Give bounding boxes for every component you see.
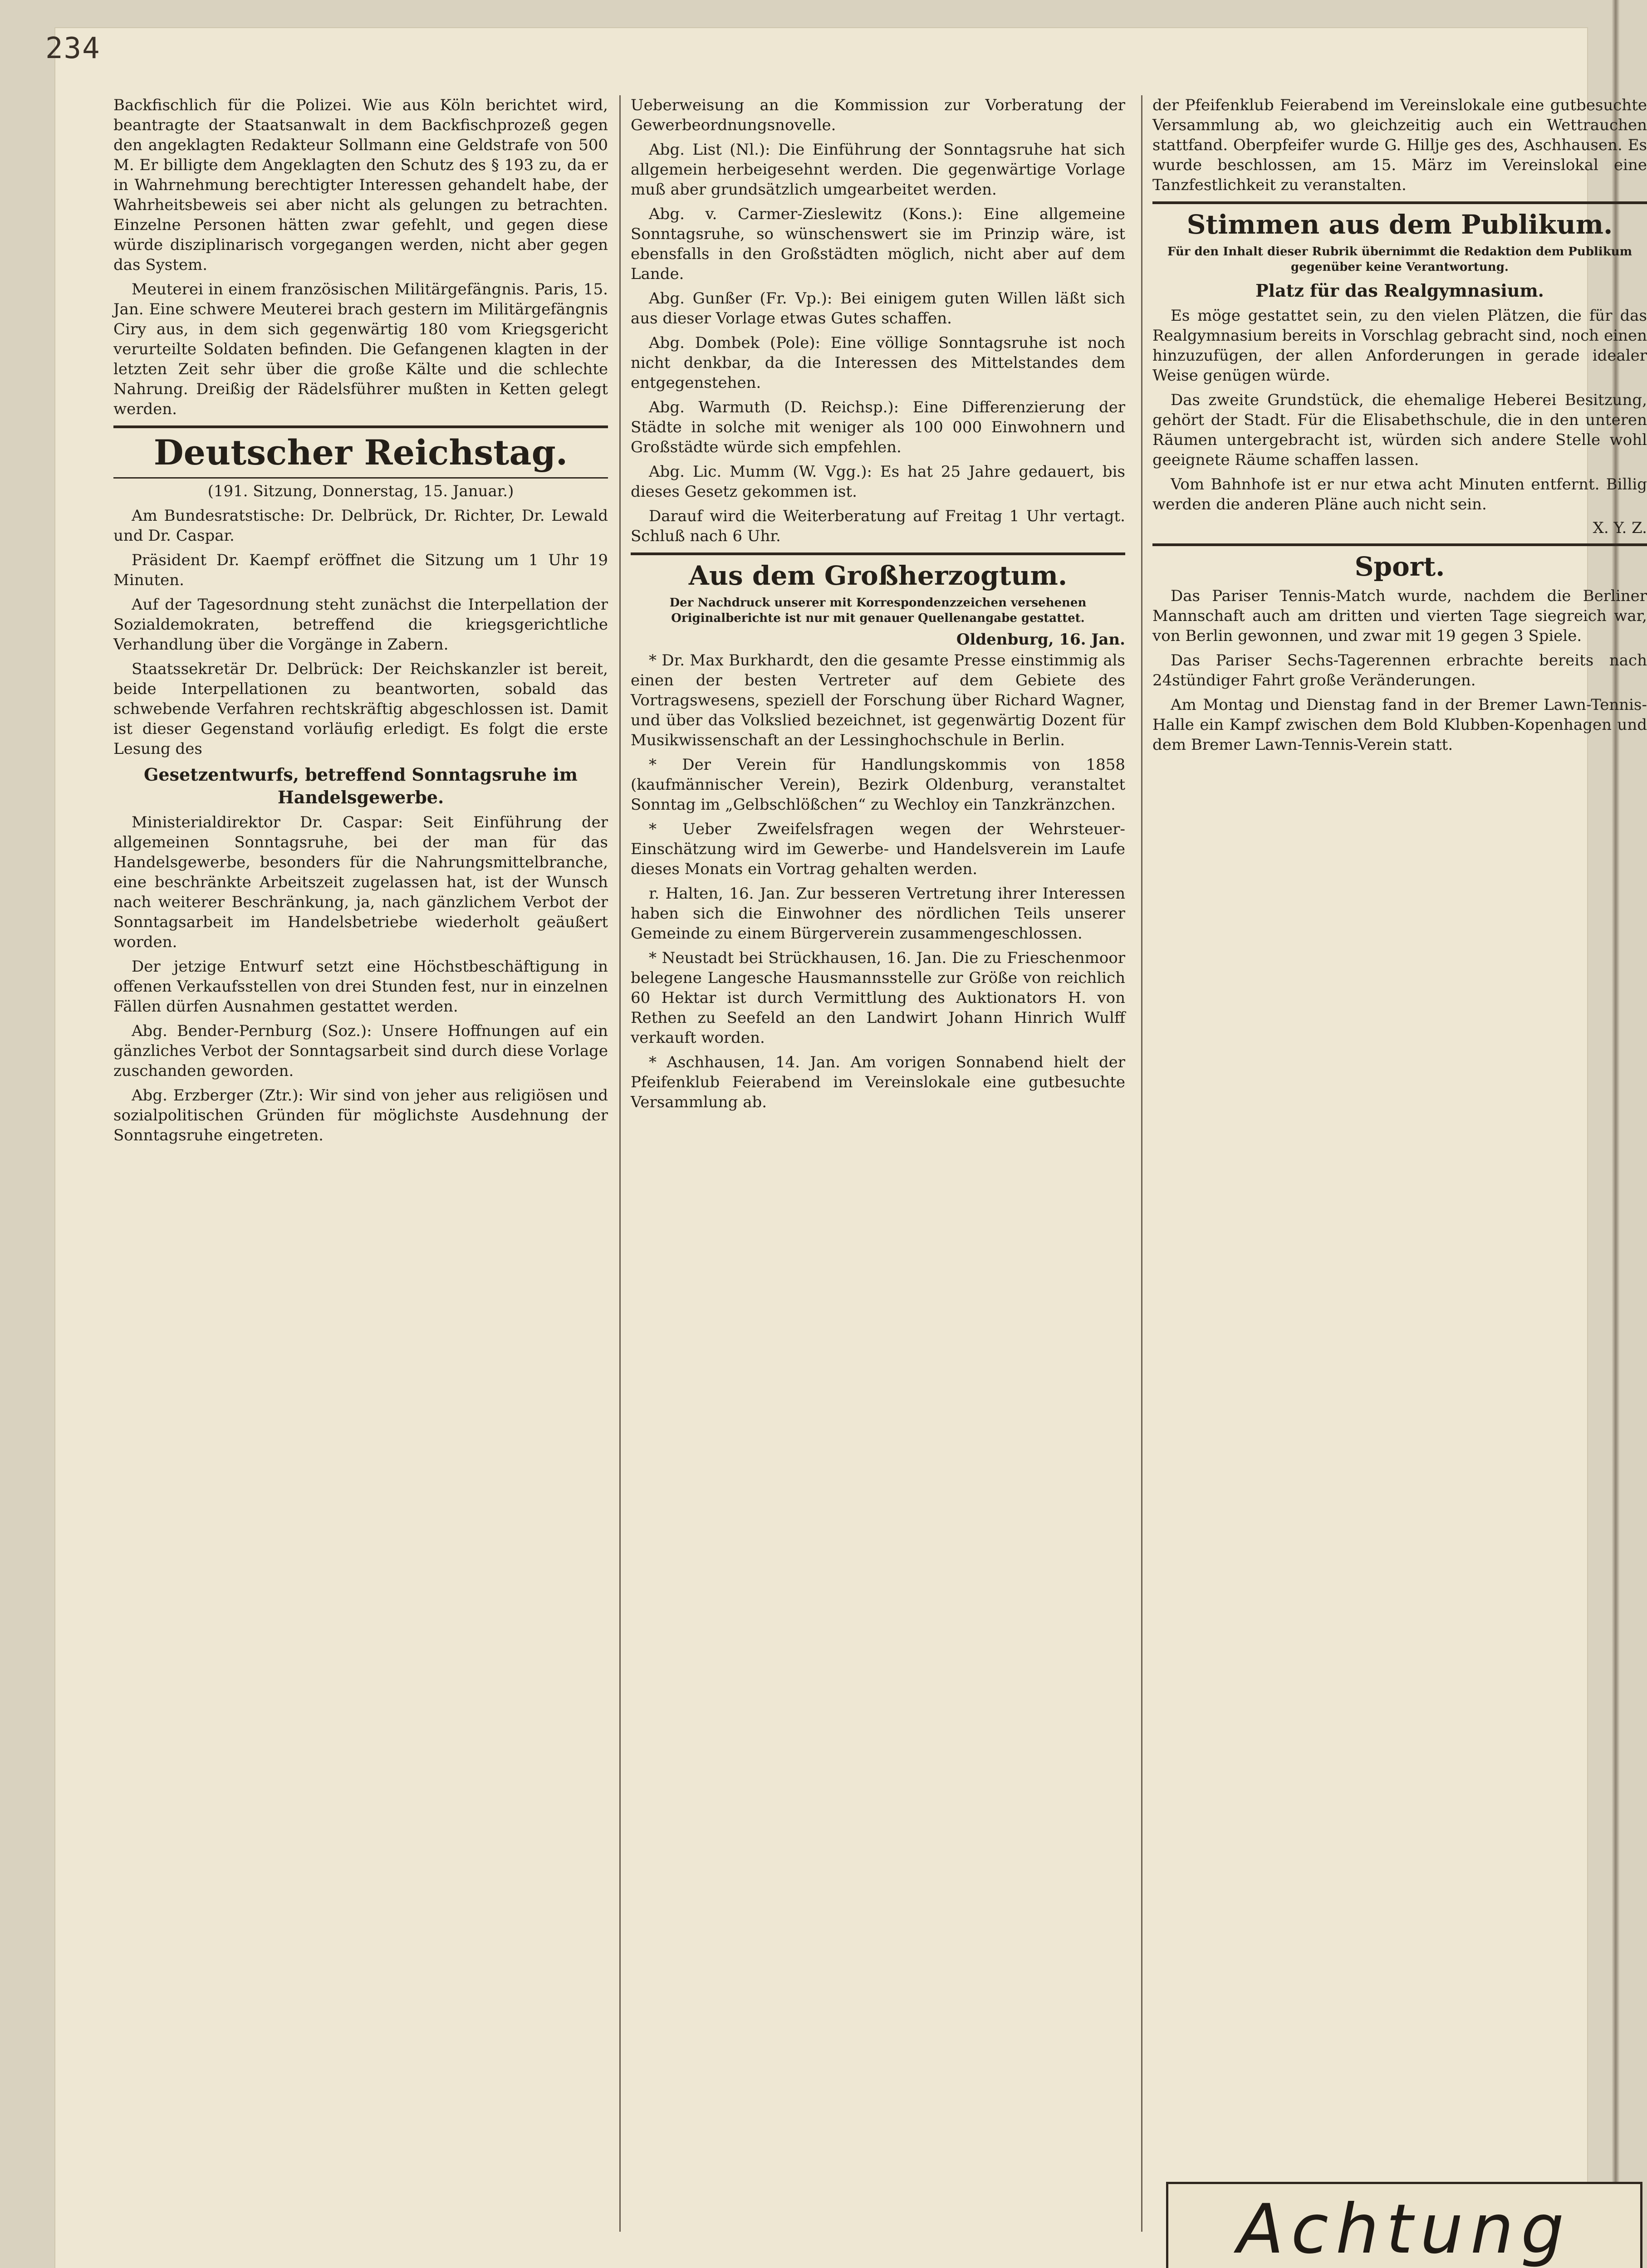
- article-paragraph: Abg. v. Carmer-Zieslewitz (Kons.): Eine allgemeine Sonntagsruhe, so wünschenswert sie im Prinzip wäre, ist ebensfalls in den Großstädten möglich, nicht aber auf dem Lande.: [631, 205, 1125, 283]
- article-paragraph: Es möge gestattet sein, zu den vielen Plätzen, die für das Realgymnasium bereits in Vorschlag gebracht sind, noch einen hinzuzufügen, der allen Anforderungen in gerade idealer Weise genügen würde.: [1152, 307, 1647, 385]
- advertisement-box: [1166, 2182, 1642, 2268]
- article-paragraph: Das Pariser Tennis-Match wurde, nachdem die Berliner Mannschaft auch am dritten und vierten Tage siegreich war, von Berlin gewonnen, und zwar mit 19 gegen 3 Spiele.: [1152, 587, 1647, 645]
- section-title-reichstag: Deutscher Reichstag.: [113, 425, 608, 479]
- article-paragraph: * Neustadt bei Strückhausen, 16. Jan. Die zu Frieschenmoor belegene Langesche Hausmannsstelle zur Größe von reichlich 60 Hektar ist durch Vermittlung des Auktionators H. von Rethen zu Seefeld an den Landwirt Johann Hinrich Wulff verkauft worden.: [631, 949, 1125, 1047]
- article-paragraph: Das Pariser Sechs-Tagerennen erbrachte bereits nach 24stündiger Fahrt große Veränderungen.: [1152, 651, 1647, 689]
- section-subtitle: (191. Sitzung, Donnerstag, 15. Januar.): [207, 482, 514, 500]
- article-paragraph: * Der Verein für Handlungskommis von 1858 (kaufmännischer Verein), Bezirk Oldenburg, veranstaltet Sonntag im „Gelbschlößchen“ zu Wechloy ein Tanzkränzchen.: [631, 756, 1125, 814]
- article-paragraph: Abg. Warmuth (D. Reichsp.): Eine Differenzierung der Städte in solche mit weniger als 100 000 Einwohnern und Großstädte würde sich empfehlen.: [631, 398, 1125, 456]
- article-paragraph: Das zweite Grundstück, die ehemalige Heberei Besitzung, gehört der Stadt. Für die Elisabethschule, die in den unteren Räumen untergebracht ist, würden sich andere Stelle wohl geeignete Räume schaffen lassen.: [1152, 391, 1647, 469]
- section-note: Für den Inhalt dieser Rubrik übernimmt die Redaktion dem Publikum gegenüber keine Verantwortung.: [1167, 245, 1632, 274]
- section-title-grossherzogtum: Aus dem Großherzogtum.: [631, 552, 1125, 593]
- article-paragraph: * Ueber Zweifelsfragen wegen der Wehrsteuer-Einschätzung wird im Gewerbe- und Handelsverein im Laufe dieses Monats ein Vortrag gehalten werden.: [631, 820, 1125, 878]
- article-paragraph: * Aschhausen, 14. Jan. Am vorigen Sonnabend hielt der Pfeifenklub Feierabend im Vereinslokale eine gutbesuchte Versammlung ab.: [631, 1053, 1125, 1111]
- article-paragraph: Am Montag und Dienstag fand in der Bremer Lawn-Tennis-Halle ein Kampf zwischen dem Bold Klubben-Kopenhagen und dem Bremer Lawn-Tennis-Verein statt.: [1152, 696, 1647, 754]
- article-paragraph: r. Halten, 16. Jan. Zur besseren Vertretung ihrer Interessen haben sich die Einwohner des nördlichen Teils unserer Gemeinde zu einem Bürgerverein zusammengeschlossen.: [631, 885, 1125, 943]
- article-paragraph: Darauf wird die Weiterberatung auf Freitag 1 Uhr vertagt. Schluß nach 6 Uhr.: [631, 507, 1125, 545]
- column-3: [1152, 95, 1647, 2232]
- subheading: Platz für das Realgymnasium.: [1255, 280, 1544, 301]
- section-note: Der Nachdruck unserer mit Korrespondenzzeichen versehenen Originalberichte ist nur mit genauer Quellenangabe gestattet.: [669, 596, 1087, 625]
- ad-title: Achtung: [1237, 2190, 1572, 2268]
- article-paragraph: Auf der Tagesordnung steht zunächst die Interpellation der Sozialdemokraten, betreffend die kriegsgerichtliche Verhandlung über die Vorgänge in Zabern.: [113, 596, 608, 654]
- subheading: Gesetzentwurfs, betreffend Sonntagsruhe im Handelsgewerbe.: [143, 764, 578, 807]
- signature: X. Y. Z.: [1593, 519, 1647, 537]
- article-paragraph: Abg. Lic. Mumm (W. Vgg.): Es hat 25 Jahre gedauert, bis dieses Gesetz gekommen ist.: [631, 463, 1125, 501]
- article-paragraph: Am Bundesratstische: Dr. Delbrück, Dr. Richter, Dr. Lewald und Dr. Caspar.: [113, 507, 608, 545]
- article-paragraph: Vom Bahnhofe ist er nur etwa acht Minuten entfernt. Billig werden die anderen Pläne auch nicht sein.: [1152, 475, 1647, 513]
- section-title-sport: Sport.: [1152, 543, 1647, 584]
- dateline: Oldenburg, 16. Jan.: [956, 631, 1125, 649]
- article-paragraph: Abg. Bender-Pernburg (Soz.): Unsere Hoffnungen auf ein gänzliches Verbot der Sonntagsarbeit sind durch diese Vorlage zuschanden geworden.: [113, 1022, 608, 1080]
- article-paragraph: Präsident Dr. Kaempf eröffnet die Sitzung um 1 Uhr 19 Minuten.: [113, 551, 608, 589]
- article-paragraph: Ueberweisung an die Kommission zur Vorberatung der Gewerbeordnungsnovelle.: [631, 96, 1125, 134]
- article-paragraph: Abg. List (Nl.): Die Einführung der Sonntagsruhe hat sich allgemein herbeigesehnt werden. Die gegenwärtige Vorlage muß aber grundsätzlich umgearbeitet werden.: [631, 141, 1125, 199]
- article-paragraph: Meuterei in einem französischen Militärgefängnis. Paris, 15. Jan. Eine schwere Meuterei brach gestern im Militärgefängnis Ciry aus, in dem sich gegenwärtig 180 vom Kriegsgericht verurteilte Soldaten befinden. Die Gefangenen klagten in der letzten Zeit sehr über die große Kälte und die schlechte Nahrung. Dreißig der Rädelsführer mußten in Ketten gelegt werden.: [113, 280, 608, 418]
- column-rule: [619, 95, 621, 2232]
- section-title-stimmen: Stimmen aus dem Publikum.: [1152, 201, 1647, 242]
- article-paragraph: der Pfeifenklub Feierabend im Vereinslokale eine gutbesuchte Versammlung ab, wo gleichzeitig auch ein Wettrauchen stattfand. Oberpfeifer wurde G. Hillje ges des, Aschhausen. Es wurde beschlossen, am 15. März im Vereinslokal eine Tanzfestlichkeit zu veranstalten.: [1152, 96, 1647, 194]
- column-1: [113, 95, 608, 2232]
- page-number: 234: [45, 32, 101, 65]
- article-paragraph: * Dr. Max Burkhardt, den die gesamte Presse einstimmig als einen der besten Vertreter auf dem Gebiete des Vortragswesens, speziell der Forschung über Richard Wagner, und über das Volkslied bezeichnet, ist gegenwärtig Dozent für Musikwissenschaft an der Lessinghochschule in Berlin.: [631, 651, 1125, 749]
- article-paragraph: Abg. Dombek (Pole): Eine völlige Sonntagsruhe ist noch nicht denkbar, da die Interessen des Mittelstandes dem entgegenstehen.: [631, 334, 1125, 392]
- article-paragraph: Abg. Gunßer (Fr. Vp.): Bei einigem guten Willen läßt sich aus dieser Vorlage etwas Gutes schaffen.: [631, 289, 1125, 327]
- article-paragraph: Ministerialdirektor Dr. Caspar: Seit Einführung der allgemeinen Sonntagsruhe, bei der man für das Handelsgewerbe, besonders für die Nahrungsmittelbranche, eine beschränkte Arbeitszeit zugelassen hat, ist der Wunsch nach weiterer Beschränkung, ja, nach gänzlichem Verbot der Sonntagsarbeit im Handelsbetriebe wiederholt geäußert worden.: [113, 813, 608, 951]
- article-paragraph: Abg. Erzberger (Ztr.): Wir sind von jeher aus religiösen und sozialpolitischen Gründen für möglichste Ausdehnung der Sonntagsruhe eingetreten.: [113, 1086, 608, 1144]
- article-paragraph: Backfischlich für die Polizei. Wie aus Köln berichtet wird, beantragte der Staatsanwalt in dem Backfischprozeß gegen den angeklagten Redakteur Sollmann eine Geldstrafe von 500 M. Er billigte dem Angeklagten den Schutz des § 193 zu, da er in Wahrnehmung berechtigter Interessen gehandelt habe, der Wahrheitsbeweis sei aber nicht als gelungen zu betrachten. Einzelne Personen hätten zwar gefehlt, und gegen diese würde disziplinarisch vorgegangen werden, nicht aber gegen das System.: [113, 96, 608, 274]
- column-2: [631, 95, 1125, 2232]
- article-paragraph: Der jetzige Entwurf setzt eine Höchstbeschäftigung in offenen Verkaufsstellen von drei Stunden fest, nur in einzelnen Fällen dürfen Ausnahmen gestattet werden.: [113, 958, 608, 1016]
- article-paragraph: Staatssekretär Dr. Delbrück: Der Reichskanzler ist bereit, beide Interpellationen zu beantworten, sobald das schwebende Verfahren rechtskräftig abgeschlossen ist. Damit ist dieser Gegenstand vorläufig erledigt. Es folgt die erste Lesung des: [113, 660, 608, 758]
- column-rule: [1141, 95, 1142, 2232]
